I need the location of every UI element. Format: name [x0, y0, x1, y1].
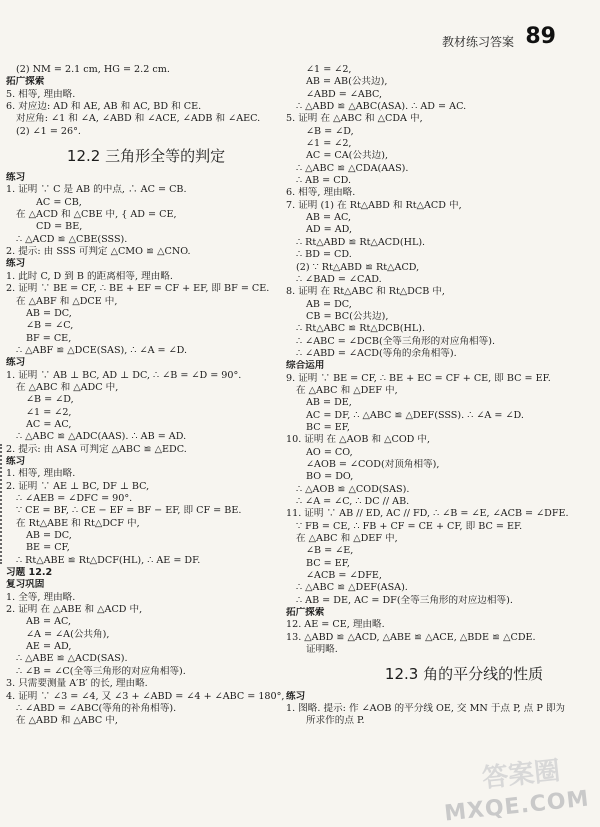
answer-line: AC = CA(公共边), — [306, 150, 388, 162]
answer-line: 12. AE = CE, 理由略. — [286, 619, 385, 631]
answer-line: 5. 相等, 理由略. — [6, 88, 76, 100]
answer-line: ∠1 = ∠2, — [306, 138, 352, 150]
answer-line: ∠A = ∠A(公共角), — [26, 628, 110, 640]
answer-line: 2. 提示: 由 SSS 可判定 △CMO ≌ △CNO. — [6, 246, 191, 258]
answer-line: 9. 证明 ∵ BE = CF, ∴ BE + EC = CF + CE, 即 BC = EF. — [286, 372, 551, 384]
answer-line: ∴ △ABC ≌ △DEF(ASA). — [296, 582, 408, 594]
section-heading: 12.3 角的平分线的性质 — [384, 665, 544, 683]
subsection-label: 复习巩固 — [6, 579, 45, 591]
answer-line: ∠AOB = ∠COD(对顶角相等), — [306, 459, 440, 470]
answer-line: 2. 证明 ∵ AE ⊥ BC, DF ⊥ BC, — [6, 480, 150, 492]
answer-line: AB = DC, — [26, 307, 72, 319]
answer-line: AB = DE, — [306, 397, 352, 409]
answer-line: ∴ ∠ABC = ∠DCB(全等三角形的对应角相等). — [296, 335, 496, 347]
subsection-label: 练习 — [6, 172, 26, 184]
answer-line: AC = AC, — [26, 418, 72, 430]
answer-line: 2. 提示: 由 ASA 可判定 △ABC ≌ △EDC. — [6, 443, 187, 455]
answer-line: 2. 证明 ∵ BE = CF, ∴ BE + EF = CF + EF, 即 BF = CE. — [6, 283, 270, 295]
answer-line: AC = DF, ∴ △ABC ≌ △DEF(SSS). ∴ ∠A = ∠D. — [306, 409, 524, 421]
page-number: 89 — [525, 24, 556, 49]
answer-line: ∴ Rt△ABE ≌ Rt△DCF(HL), ∴ AE = DF. — [16, 554, 201, 566]
answer-line: 证明略. — [306, 644, 338, 656]
answer-line: 在 △ABD 和 △ABC 中, — [16, 715, 118, 727]
answer-line: ∵ CE = BF, ∴ CE − EF = BF − EF, 即 CF = BE. — [16, 505, 242, 517]
subsection-label: 练习 — [6, 258, 26, 270]
answer-line: ∴ Rt△ABC ≌ Rt△DCB(HL). — [296, 323, 426, 335]
answer-line: ∠B = ∠C, — [26, 320, 74, 332]
answer-line: 6. 对应边: AD 和 AE, AB 和 AC, BD 和 CE. — [6, 101, 202, 113]
answer-line: ∴ ∠A = ∠C, ∴ DC // AB. — [296, 496, 410, 508]
answer-line: AB = AC, — [306, 212, 352, 224]
section-heading: 12.2 三角形全等的判定 — [66, 146, 226, 165]
answer-line: 1. 此时 C, D 到 B 的距离相等, 理由略. — [6, 270, 173, 282]
answer-line: 1. 图略. 提示: 作 ∠AOB 的平分线 OE, 交 MN 于点 P, 点 P 即为 — [286, 702, 566, 714]
answer-line: ∵ FB = CE, ∴ FB + CF = CE + CF, 即 BC = EF. — [296, 520, 523, 532]
answer-line: AB = AC, — [26, 616, 72, 628]
answer-line: (2) ∠1 = 26°. — [16, 125, 81, 137]
answer-line: ∴ △ABD ≌ △ABC(ASA). ∴ AD = AC. — [296, 101, 467, 113]
answer-line: BO = DO, — [306, 471, 354, 483]
answer-line: 1. 相等, 理由略. — [6, 468, 76, 480]
answer-line: 1. 全等, 理由略. — [6, 591, 76, 603]
answer-line: ∠ACB = ∠DFE, — [306, 570, 382, 582]
answer-line: ∴ Rt△ABD ≌ Rt△ACD(HL). — [296, 236, 426, 248]
answer-line: ∠1 = ∠2, — [306, 64, 352, 75]
answer-line: 8. 证明 在 Rt△ABC 和 Rt△DCB 中, — [286, 286, 445, 298]
answer-line: 3. 只需要测量 A′B′ 的长, 理由略. — [6, 678, 148, 690]
answer-line: 对应角: ∠1 和 ∠A, ∠ABD 和 ∠ACE, ∠ADB 和 ∠AEC. — [16, 113, 261, 125]
answer-line: CD = BE, — [36, 221, 83, 233]
subsection-label: 综合运用 — [286, 360, 325, 372]
answer-line: ∠1 = ∠2, — [26, 406, 72, 418]
answer-line: AC = CB, — [36, 196, 82, 208]
answer-line: BE = CF, — [26, 542, 70, 554]
answer-line: ∴ ∠BAD = ∠CAD. — [296, 273, 382, 285]
answer-line: AB = DC, — [306, 298, 352, 310]
answer-line: 1. 证明 ∵ AB ⊥ BC, AD ⊥ DC, ∴ ∠B = ∠D = 90°. — [6, 369, 242, 381]
right-column — [286, 64, 582, 728]
answer-line: BF = CE, — [26, 332, 72, 344]
page-header — [0, 0, 600, 52]
answer-line: ∴ ∠B = ∠C(全等三角形的对应角相等). — [16, 665, 186, 677]
answer-line: ∴ AB = CD. — [296, 175, 352, 187]
answer-line: 2. 证明 在 △ABE 和 △ACD 中, — [6, 604, 143, 616]
answer-line: 在 △ABF 和 △DCE 中, — [16, 295, 118, 307]
answer-line: BC = EF, — [306, 557, 350, 569]
answer-line: ∴ AB = DE, AC = DF(全等三角形的对应边相等). — [296, 594, 513, 606]
answer-line: 10. 证明 在 △AOB 和 △COD 中, — [286, 434, 431, 446]
watermark-text: MXQE.COM — [443, 786, 591, 827]
answer-line: ∴ △ABC ≌ △CDA(AAS). — [296, 162, 409, 174]
answer-line: 在 △ABC 和 △DEF 中, — [296, 384, 398, 396]
answer-line: (2) ∵ Rt△ABD ≌ Rt△ACD, — [296, 261, 420, 273]
answer-line: 7. 证明 (1) 在 Rt△ABD 和 Rt△ACD 中, — [286, 199, 462, 211]
answer-line: 在 △ABC 和 △ADC 中, — [16, 381, 119, 393]
answer-line: 5. 证明 在 △ABC 和 △CDA 中, — [286, 113, 423, 125]
answer-line: 1. 证明 ∵ C 是 AB 的中点, ∴ AC = CB. — [6, 184, 187, 196]
answer-line: 在 Rt△ABE 和 Rt△DCF 中, — [16, 517, 140, 529]
subsection-label: 练习 — [6, 357, 26, 369]
subsection-label: 拓广探索 — [6, 76, 45, 88]
answer-line: 4. 证明 ∵ ∠3 = ∠4, 又 ∠3 + ∠ABD = ∠4 + ∠ABC = 180°, — [6, 690, 285, 702]
watermark-logo: 答案圈 — [480, 755, 562, 794]
answer-line: ∴ △ABE ≌ △ACD(SAS). — [16, 653, 128, 665]
answer-line: 所求作的点 P. — [306, 715, 365, 727]
binding-edge — [0, 444, 4, 564]
answer-line: BC = EF, — [306, 421, 350, 433]
answer-line: 11. 证明 ∵ AB // ED, AC // FD, ∴ ∠B = ∠E, ∠ACB = ∠DFE. — [286, 508, 569, 520]
answer-line: 6. 相等, 理由略. — [286, 187, 356, 199]
subsection-label: 习题 12.2 — [6, 567, 53, 579]
left-column — [6, 64, 286, 728]
answer-line: AB = DC, — [26, 530, 72, 542]
answer-line: ∠B = ∠D, — [26, 394, 74, 406]
subsection-label: 练习 — [286, 690, 306, 702]
answer-line: ∠B = ∠D, — [306, 125, 354, 137]
answer-line: 13. △ABD ≌ △ACD, △ABE ≌ △ACE, △BDE ≌ △CDE. — [286, 631, 536, 643]
answer-line: AO = CO, — [306, 446, 353, 458]
answer-line: ∴ △ABF ≌ △DCE(SAS), ∴ ∠A = ∠D. — [16, 344, 188, 356]
answer-line: (2) NM = 2.1 cm, HG = 2.2 cm. — [16, 64, 170, 75]
answer-line: ∠B = ∠E, — [306, 545, 354, 557]
answer-line: AD = AD, — [306, 224, 353, 236]
answer-line: 在 △ABC 和 △DEF 中, — [296, 533, 398, 545]
answer-line: ∴ ∠AEB = ∠DFC = 90°. — [16, 493, 133, 504]
answer-line: AE = AD, — [26, 641, 72, 653]
answer-line: CB = BC(公共边), — [306, 310, 389, 322]
running-title: 教材练习答案 — [441, 35, 514, 49]
answer-line: ∴ △AOB ≌ △COD(SAS). — [296, 483, 410, 495]
answer-line: ∴ ∠ABD = ∠ABC(等角的补角相等). — [16, 702, 177, 714]
answer-line: ∠ABD = ∠ABC, — [306, 88, 383, 100]
subsection-label: 拓广探索 — [286, 607, 325, 619]
answer-line: ∴ ∠ABD = ∠ACD(等角的余角相等). — [296, 347, 457, 359]
answer-line: ∴ △ABC ≌ △ADC(AAS). ∴ AB = AD. — [16, 431, 187, 443]
answer-line: 在 △ACD 和 △CBE 中, { AD = CE, — [16, 209, 177, 221]
answer-line: ∴ △ACD ≌ △CBE(SSS). — [16, 233, 128, 245]
answer-line: AB = AB(公共边), — [306, 76, 388, 88]
answer-line: ∴ BD = CD. — [296, 249, 352, 261]
subsection-label: 练习 — [6, 455, 26, 467]
